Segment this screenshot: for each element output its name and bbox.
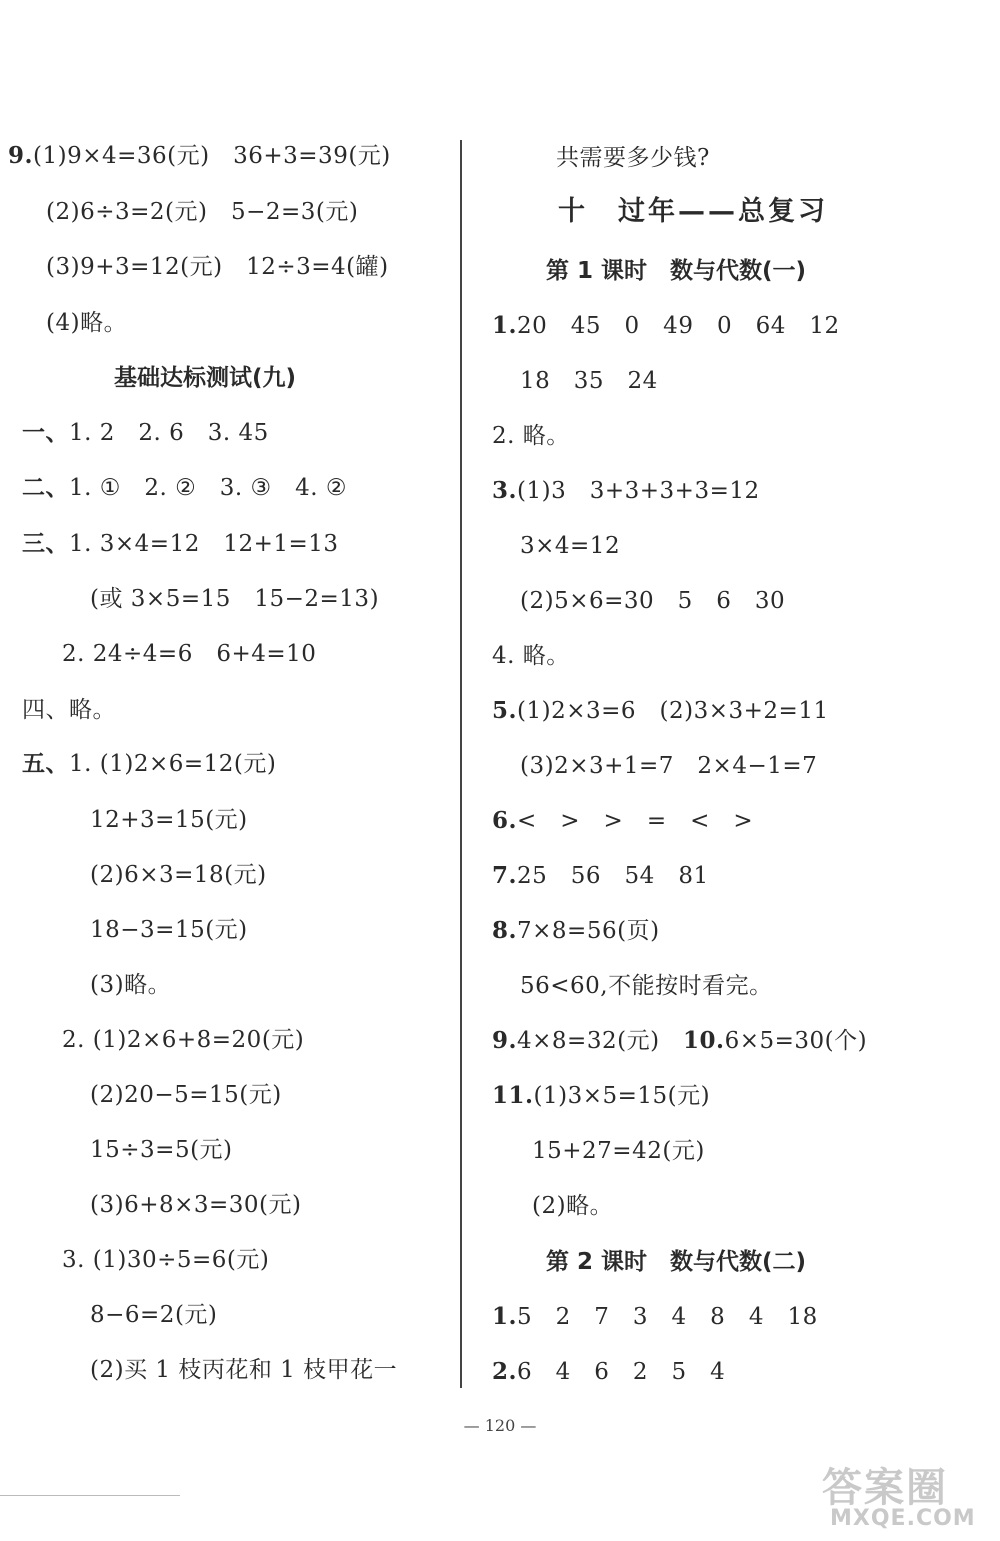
review-9-10 bbox=[492, 1026, 867, 1056]
page-number: — 120 — bbox=[463, 1416, 537, 1435]
review-11-line-1 bbox=[492, 1081, 710, 1111]
answer-9-line-2: (2)6÷3=2(元) 5−2=3(元) bbox=[46, 199, 359, 225]
review-2-1-number: 1. bbox=[492, 1303, 518, 1330]
section-1-answers bbox=[22, 418, 269, 448]
review-11-line-3: (2)略。 bbox=[532, 1193, 614, 1219]
review-2-2-text: 6 4 6 2 5 4 bbox=[517, 1359, 726, 1385]
review-3-line-1 bbox=[492, 476, 760, 506]
review-10-text: 6×5=30(个) bbox=[724, 1028, 868, 1054]
section-3-line-2: (或 3×5=15 15−2=13) bbox=[90, 586, 380, 612]
section-5-line-11: 8−6=2(元) bbox=[90, 1302, 218, 1328]
section-5-line-1 bbox=[22, 749, 276, 779]
section-2-answers bbox=[22, 473, 347, 503]
review-1-line-1 bbox=[492, 311, 840, 341]
chapter-title: 十 过年——总复习 bbox=[558, 196, 828, 227]
section-5-line-2: 12+3=15(元) bbox=[90, 807, 248, 833]
review-2-2 bbox=[492, 1357, 725, 1387]
review-3-line-3: (2)5×6=30 5 6 30 bbox=[520, 588, 786, 614]
section-4-answers: 四、略。 bbox=[22, 697, 116, 723]
section-3-line-3: 2. 24÷4=6 6+4=10 bbox=[62, 641, 317, 667]
section-1-label: 一、 bbox=[22, 419, 69, 446]
review-11-number: 11. bbox=[492, 1082, 534, 1109]
section-5-line-9: (3)6+8×3=30(元) bbox=[90, 1192, 302, 1218]
section-5-text: 1. (1)2×6=12(元) bbox=[69, 751, 277, 777]
review-4: 4. 略。 bbox=[492, 643, 570, 669]
column-divider bbox=[460, 140, 462, 1388]
answer-9-line-1 bbox=[8, 141, 391, 171]
review-9-text: 4×8=32(元) bbox=[517, 1028, 660, 1054]
answer-9-text: (1)9×4=36(元) 36+3=39(元) bbox=[33, 143, 391, 169]
review-6 bbox=[492, 806, 753, 836]
review-2-1-text: 5 2 7 3 4 8 4 18 bbox=[517, 1304, 818, 1330]
review-11-line-2: 15+27=42(元) bbox=[532, 1138, 705, 1164]
review-3-text: (1)3 3+3+3+3=12 bbox=[517, 478, 760, 504]
section-5-label: 五、 bbox=[22, 750, 69, 777]
watermark-logo bbox=[822, 1456, 994, 1534]
review-7-text: 25 56 54 81 bbox=[517, 863, 709, 889]
answer-9-line-3: (3)9+3=12(元) 12÷3=4(罐) bbox=[46, 254, 389, 280]
review-10-number: 10. bbox=[683, 1027, 725, 1054]
review-9-number: 9. bbox=[492, 1027, 518, 1054]
review-5-text: (1)2×3=6 (2)3×3+2=11 bbox=[517, 698, 829, 724]
section-2-text: 1. ① 2. ② 3. ③ 4. ② bbox=[69, 475, 347, 501]
review-1-line-2: 18 35 24 bbox=[520, 368, 658, 394]
review-1-number: 1. bbox=[492, 312, 518, 339]
review-6-number: 6. bbox=[492, 807, 518, 834]
review-5-line-1 bbox=[492, 696, 829, 726]
review-6-text: < > > = < > bbox=[517, 808, 754, 834]
review-3-line-2: 3×4=12 bbox=[520, 533, 621, 559]
section-5-line-6: 2. (1)2×6+8=20(元) bbox=[62, 1027, 305, 1053]
review-7 bbox=[492, 861, 709, 891]
review-8-line-2: 56<60,不能按时看完。 bbox=[520, 973, 773, 999]
review-8-line-1 bbox=[492, 916, 660, 946]
section-5-line-5: (3)略。 bbox=[90, 972, 172, 998]
continued-line: 共需要多少钱? bbox=[556, 145, 710, 171]
answer-9-number: 9. bbox=[8, 142, 34, 169]
section-3-line-1 bbox=[22, 529, 339, 559]
review-1-text: 20 45 0 49 0 64 12 bbox=[517, 313, 840, 339]
section-5-line-12: (2)买 1 枝丙花和 1 枝甲花一 bbox=[90, 1357, 398, 1383]
section-title-test-9: 基础达标测试(九) bbox=[114, 365, 297, 391]
section-5-line-7: (2)20−5=15(元) bbox=[90, 1082, 282, 1108]
review-5-number: 5. bbox=[492, 697, 518, 724]
lesson-2-title: 第 2 课时 数与代数(二) bbox=[546, 1249, 807, 1275]
section-5-line-4: 18−3=15(元) bbox=[90, 917, 248, 943]
review-2-1 bbox=[492, 1302, 818, 1332]
lesson-1-title: 第 1 课时 数与代数(一) bbox=[546, 258, 807, 284]
review-11-text: (1)3×5=15(元) bbox=[533, 1083, 711, 1109]
section-5-line-8: 15÷3=5(元) bbox=[90, 1137, 233, 1163]
section-2-label: 二、 bbox=[22, 474, 69, 501]
answer-9-line-4: (4)略。 bbox=[46, 310, 128, 336]
section-5-line-3: (2)6×3=18(元) bbox=[90, 862, 267, 888]
review-2: 2. 略。 bbox=[492, 423, 570, 449]
review-2-2-number: 2. bbox=[492, 1358, 518, 1385]
review-3-number: 3. bbox=[492, 477, 518, 504]
review-8-text: 7×8=56(页) bbox=[517, 918, 660, 944]
watermark-url: MXQE.COM bbox=[830, 1506, 976, 1531]
section-3-text: 1. 3×4=12 12+1=13 bbox=[69, 531, 339, 557]
section-5-line-10: 3. (1)30÷5=6(元) bbox=[62, 1247, 270, 1273]
watermark-logo-text: 答案圈 bbox=[822, 1465, 948, 1511]
review-7-number: 7. bbox=[492, 862, 518, 889]
review-8-number: 8. bbox=[492, 917, 518, 944]
review-5-line-2: (3)2×3+1=7 2×4−1=7 bbox=[520, 753, 818, 779]
section-1-text: 1. 2 2. 6 3. 45 bbox=[69, 420, 269, 446]
section-3-label: 三、 bbox=[22, 530, 69, 557]
footer-rule bbox=[0, 1495, 180, 1496]
